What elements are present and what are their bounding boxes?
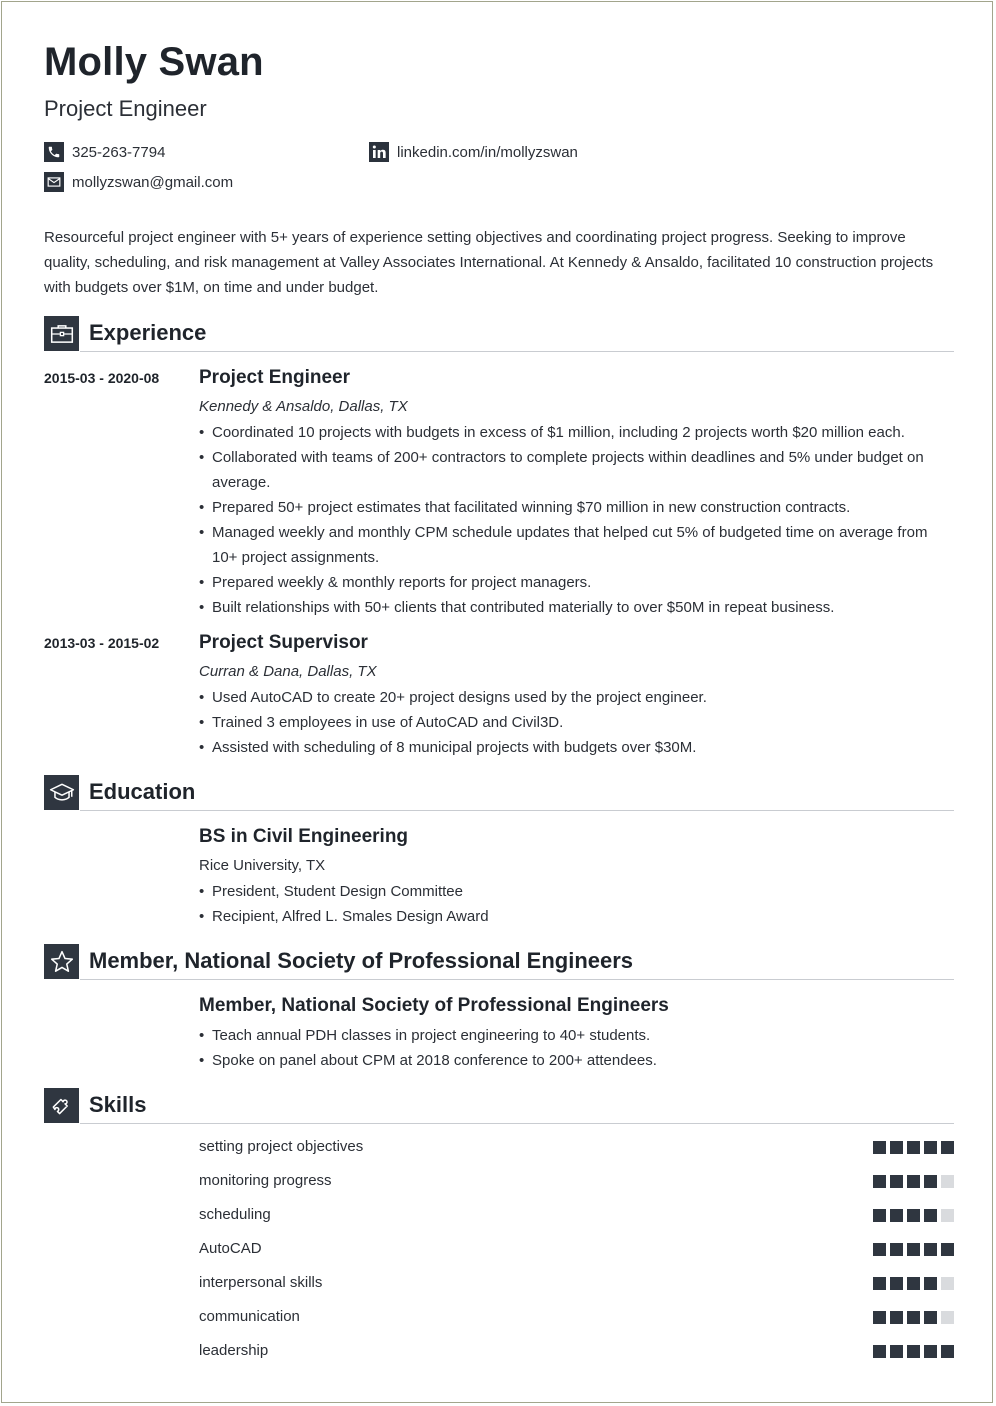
skill-name: scheduling <box>199 1206 271 1223</box>
phone-icon <box>44 142 64 162</box>
list-item: • Prepared 50+ project estimates that facilitated winning $70 million in new construction contracts. <box>199 495 934 520</box>
skill-rating <box>873 1277 954 1290</box>
list-item: • Built relationships with 50+ clients that contributed materially to over $50M in repeat business. <box>199 595 934 620</box>
skill-name: communication <box>199 1308 300 1325</box>
rating-dot-filled <box>907 1209 920 1222</box>
job-2-bullets <box>199 685 934 760</box>
rating-dot-filled <box>873 1311 886 1324</box>
skills-list <box>199 1138 954 1376</box>
rating-dot-filled <box>873 1141 886 1154</box>
candidate-name: Molly Swan <box>44 40 264 84</box>
rating-dot-filled <box>924 1311 937 1324</box>
rating-dot-filled <box>890 1243 903 1256</box>
list-item: • Collaborated with teams of 200+ contractors to complete projects within deadlines and 5% under budget on average. <box>199 445 934 495</box>
phone-text: 325-263-7794 <box>72 143 166 161</box>
candidate-title: Project Engineer <box>44 96 207 121</box>
list-item: • Spoke on panel about CPM at 2018 conference to 200+ attendees. <box>199 1048 934 1073</box>
list-item: • Trained 3 employees in use of AutoCAD and Civil3D. <box>199 710 934 735</box>
list-item: • Teach annual PDH classes in project engineering to 40+ students. <box>199 1023 934 1048</box>
graduation-cap-icon <box>44 775 79 810</box>
education-heading: Education <box>89 779 196 804</box>
rating-dot-filled <box>924 1209 937 1222</box>
rating-dot-filled <box>890 1175 903 1188</box>
membership-rule <box>80 979 954 980</box>
email-text: mollyzswan@gmail.com <box>72 173 234 191</box>
briefcase-icon <box>44 316 79 351</box>
list-item: • Prepared weekly & monthly reports for project managers. <box>199 570 934 595</box>
rating-dot-filled <box>924 1243 937 1256</box>
rating-dot-empty <box>941 1311 954 1324</box>
skill-row <box>199 1138 954 1172</box>
list-item: • Assisted with scheduling of 8 municipal projects with budgets over $30M. <box>199 735 934 760</box>
rating-dot-filled <box>941 1345 954 1358</box>
job-1-role: Project Engineer <box>199 367 350 388</box>
job-2-company: Curran & Dana, Dallas, TX <box>199 663 377 680</box>
list-item: • Managed weekly and monthly CPM schedule updates that helped cut 5% of budgeted time on average from 10+ project assignments. <box>199 520 934 570</box>
rating-dot-filled <box>907 1141 920 1154</box>
rating-dot-filled <box>873 1345 886 1358</box>
rating-dot-filled <box>890 1141 903 1154</box>
summary-text: Resourceful project engineer with 5+ years of experience setting objectives and coordinating project progress. Seeking to improve quality, scheduling, and risk management at Valley Associates International. At Kennedy & Ansaldo, facilitated 10 construction projects with budgets over $1M, on time and under budget. <box>44 229 934 296</box>
skill-row <box>199 1308 954 1342</box>
rating-dot-empty <box>941 1175 954 1188</box>
rating-dot-filled <box>907 1311 920 1324</box>
skill-row <box>199 1342 954 1376</box>
rating-dot-filled <box>890 1311 903 1324</box>
skill-row <box>199 1206 954 1240</box>
rating-dot-filled <box>907 1345 920 1358</box>
contact-email[interactable] <box>44 172 233 192</box>
rating-dot-filled <box>907 1277 920 1290</box>
skill-rating <box>873 1175 954 1188</box>
linkedin-icon <box>369 142 389 162</box>
experience-rule <box>80 351 954 352</box>
skill-name: monitoring progress <box>199 1172 332 1189</box>
linkedin-text: linkedin.com/in/mollyzswan <box>397 143 578 161</box>
membership-heading: Member, National Society of Professional Engineers <box>89 948 634 973</box>
membership-bullets <box>199 1023 934 1073</box>
rating-dot-empty <box>941 1209 954 1222</box>
rating-dot-filled <box>924 1277 937 1290</box>
rating-dot-empty <box>941 1277 954 1290</box>
skill-name: setting project objectives <box>199 1138 364 1155</box>
skill-name: AutoCAD <box>199 1240 262 1257</box>
rating-dot-filled <box>873 1175 886 1188</box>
rating-dot-filled <box>941 1243 954 1256</box>
puzzle-icon <box>44 1088 79 1123</box>
job-2-role: Project Supervisor <box>199 632 368 653</box>
education-degree: BS in Civil Engineering <box>199 826 409 847</box>
rating-dot-filled <box>924 1345 937 1358</box>
skill-row <box>199 1172 954 1206</box>
rating-dot-filled <box>941 1141 954 1154</box>
contact-phone[interactable] <box>44 142 165 162</box>
education-rule <box>80 810 954 811</box>
rating-dot-filled <box>907 1243 920 1256</box>
skill-rating <box>873 1243 954 1256</box>
rating-dot-filled <box>890 1277 903 1290</box>
job-1-bullets <box>199 420 934 620</box>
skills-heading: Skills <box>89 1092 147 1117</box>
mail-icon <box>44 172 64 192</box>
rating-dot-filled <box>873 1243 886 1256</box>
rating-dot-filled <box>890 1209 903 1222</box>
education-school: Rice University, TX <box>199 857 326 874</box>
skill-rating <box>873 1311 954 1324</box>
job-1-dates: 2015-03 - 2020-08 <box>44 370 160 386</box>
skills-rule <box>80 1123 954 1124</box>
skill-rating <box>873 1209 954 1222</box>
star-icon <box>44 944 79 979</box>
skill-name: leadership <box>199 1342 269 1359</box>
rating-dot-filled <box>873 1209 886 1222</box>
membership-entry-title: Member, National Society of Professional Engineers <box>199 995 669 1016</box>
job-2-dates: 2013-03 - 2015-02 <box>44 635 160 651</box>
education-bullets <box>199 879 934 929</box>
rating-dot-filled <box>924 1141 937 1154</box>
job-1-company: Kennedy & Ansaldo, Dallas, TX <box>199 398 408 415</box>
skill-rating <box>873 1141 954 1154</box>
list-item: • President, Student Design Committee <box>199 879 934 904</box>
rating-dot-filled <box>924 1175 937 1188</box>
experience-heading: Experience <box>89 320 207 345</box>
skill-row <box>199 1240 954 1274</box>
skill-rating <box>873 1345 954 1358</box>
resume-page <box>1 1 993 1403</box>
list-item: • Recipient, Alfred L. Smales Design Award <box>199 904 934 929</box>
list-item: • Used AutoCAD to create 20+ project designs used by the project engineer. <box>199 685 934 710</box>
rating-dot-filled <box>907 1175 920 1188</box>
contact-linkedin[interactable] <box>369 142 578 162</box>
rating-dot-filled <box>873 1277 886 1290</box>
list-item: • Coordinated 10 projects with budgets in excess of $1 million, including 2 projects worth $20 million each. <box>199 420 934 445</box>
rating-dot-filled <box>890 1345 903 1358</box>
skill-row <box>199 1274 954 1308</box>
skill-name: interpersonal skills <box>199 1274 323 1291</box>
